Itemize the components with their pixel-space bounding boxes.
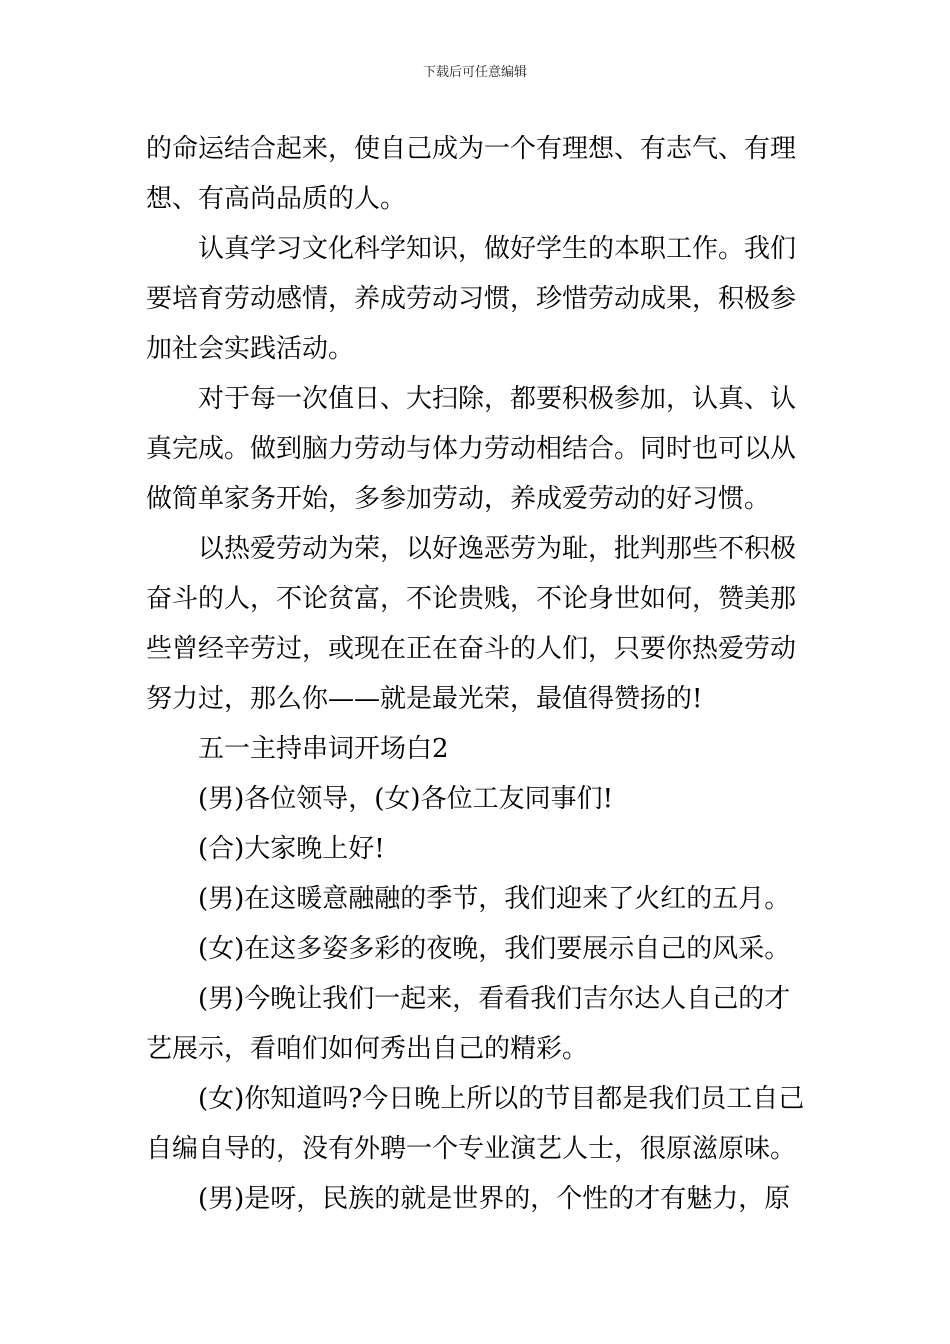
text-line: (女)在这多姿多彩的夜晚，我们要展示自己的风采。 [198, 934, 791, 964]
page-header: 下载后可任意编辑 [422, 65, 527, 80]
text-line: 对于每一次值日、大扫除，都要积极参加，认真、认 [198, 384, 797, 414]
text-line: (男)各位领导，(女)各位工友同事们! [198, 784, 614, 814]
text-line: 的命运结合起来，使自己成为一个有理想、有志气、有理 [146, 134, 797, 164]
text-line: 加社会实践活动。 [146, 334, 355, 364]
text-line: 自编自导的，没有外聘一个专业演艺人士，很原滋原味。 [146, 1134, 797, 1164]
text-line: 想、有高尚品质的人。 [146, 184, 407, 214]
text-line: 真完成。做到脑力劳动与体力劳动相结合。同时也可以从 [146, 434, 797, 464]
text-line: (男)是呀，民族的就是世界的，个性的才有魅力，原 [198, 1184, 791, 1214]
text-line: 要培育劳动感情，养成劳动习惯，珍惜劳动成果，积极参 [146, 284, 797, 314]
text-line: (男)在这暖意融融的季节，我们迎来了火红的五月。 [198, 884, 791, 914]
text-line: 努力过，那么你——就是最光荣，最值得赞扬的! [146, 684, 703, 714]
text-line: 些曾经辛劳过，或现在正在奋斗的人们，只要你热爱劳动 [146, 634, 797, 664]
text-line: 艺展示，看咱们如何秀出自己的精彩。 [146, 1034, 589, 1064]
text-line: 认真学习文化科学知识，做好学生的本职工作。我们 [198, 234, 797, 264]
text-line: (合)大家晚上好! [198, 834, 385, 864]
text-line: (女)你知道吗?今日晚上所以的节目都是我们员工自己 [198, 1084, 805, 1114]
text-line: 做简单家务开始，多参加劳动，养成爱劳动的好习惯。 [146, 484, 771, 514]
text-line: 以热爱劳动为荣，以好逸恶劳为耻，批判那些不积极 [198, 534, 797, 564]
text-line: 奋斗的人，不论贫富，不论贵贱，不论身世如何，赞美那 [146, 584, 797, 614]
text-line: (男)今晚让我们一起来，看看我们吉尔达人自己的才 [198, 984, 791, 1014]
section-title: 五一主持串词开场白2 [198, 734, 449, 764]
